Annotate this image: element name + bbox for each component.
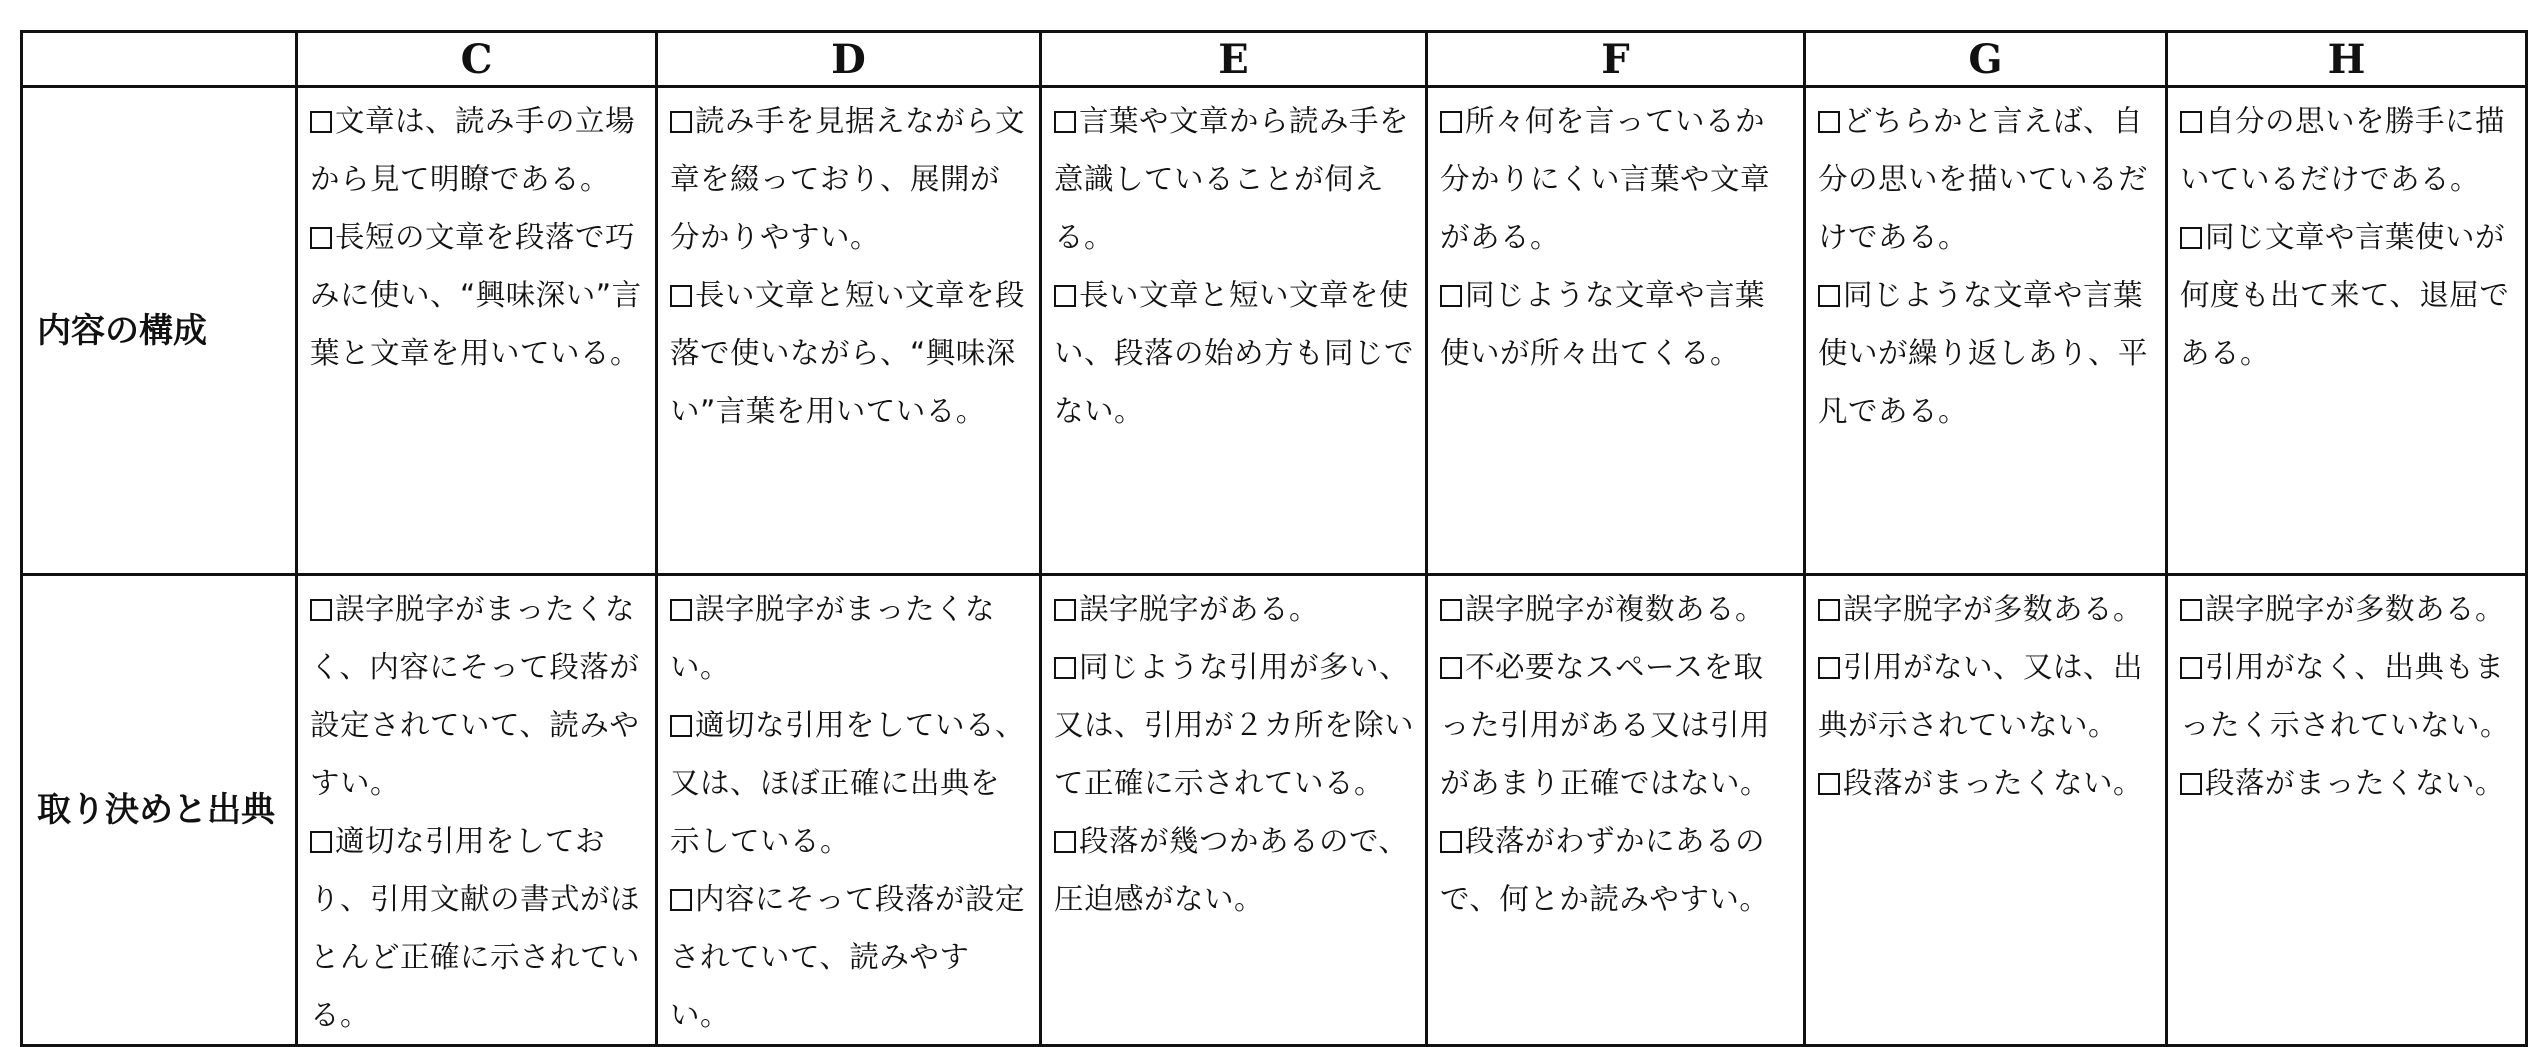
criterion-text: 誤字脱字が多数ある。 bbox=[1843, 592, 2144, 626]
criterion-text: 長短の文章を段落で巧みに使い、“興味深い”言葉と文章を用いている。 bbox=[310, 220, 642, 370]
criteria-cell-g bbox=[1805, 575, 2167, 1046]
checkbox-icon bbox=[1054, 657, 1076, 679]
criterion-item bbox=[1818, 638, 2155, 754]
checkbox-icon bbox=[310, 227, 332, 249]
criteria-cell-e bbox=[1041, 87, 1427, 575]
header-row bbox=[22, 32, 2527, 87]
criterion-text: 同じような文章や言葉使いが繰り返しあり、平凡である。 bbox=[1818, 278, 2149, 428]
criterion-item bbox=[670, 696, 1029, 870]
criterion-item bbox=[1818, 754, 2155, 812]
checkbox-icon bbox=[1054, 599, 1076, 621]
criterion-item bbox=[310, 92, 645, 208]
criterion-text: 引用がなく、出典もまったく示されていない。 bbox=[2180, 650, 2511, 742]
criterion-item bbox=[1440, 638, 1793, 812]
criteria-cell-g bbox=[1805, 87, 2167, 575]
criterion-item bbox=[310, 208, 645, 382]
criterion-text: 同じような文章や言葉使いが所々出てくる。 bbox=[1440, 278, 1766, 370]
column-header-h: H bbox=[2167, 32, 2527, 87]
checkbox-icon bbox=[1054, 831, 1076, 853]
criterion-text: 文章は、読み手の立場から見て明瞭である。 bbox=[310, 104, 636, 196]
criterion-text: 適切な引用をしており、引用文献の書式がほとんど正確に示されている。 bbox=[310, 824, 641, 1032]
criterion-item bbox=[2180, 92, 2515, 208]
checkbox-icon bbox=[670, 599, 692, 621]
criterion-item bbox=[1818, 92, 2155, 266]
column-header-g: G bbox=[1805, 32, 2167, 87]
criterion-text: 言葉や文章から読み手を意識していることが伺える。 bbox=[1054, 104, 1410, 254]
criterion-text: 引用がない、又は、出典が示されていない。 bbox=[1818, 650, 2144, 742]
criterion-item bbox=[670, 266, 1029, 440]
checkbox-icon bbox=[1440, 657, 1462, 679]
criterion-item bbox=[1054, 812, 1415, 928]
criterion-item bbox=[1440, 92, 1793, 266]
criterion-item bbox=[670, 92, 1029, 266]
criterion-text: 段落が幾つかあるので、圧迫感がない。 bbox=[1054, 824, 1409, 916]
column-header-f: F bbox=[1427, 32, 1805, 87]
criteria-cell-c bbox=[297, 575, 657, 1046]
criteria-cell-f bbox=[1427, 575, 1805, 1046]
criterion-text: 不必要なスペースを取った引用がある又は引用があまり正確ではない。 bbox=[1440, 650, 1771, 800]
rubric-row bbox=[22, 87, 2527, 575]
checkbox-icon bbox=[1818, 111, 1840, 133]
criterion-item bbox=[310, 812, 645, 1044]
criterion-text: 内容にそって段落が設定されていて、読みやすい。 bbox=[670, 882, 1026, 1032]
criterion-text: 誤字脱字が多数ある。 bbox=[2205, 592, 2506, 626]
criterion-text: 誤字脱字がある。 bbox=[1079, 592, 1320, 626]
criterion-text: 誤字脱字がまったくなく、内容にそって段落が設定されていて、読みやすい。 bbox=[310, 592, 640, 800]
checkbox-icon bbox=[670, 715, 692, 737]
criterion-item bbox=[1818, 266, 2155, 440]
criteria-cell-f bbox=[1427, 87, 1805, 575]
criteria-cell-h bbox=[2167, 575, 2527, 1046]
checkbox-icon bbox=[2180, 773, 2202, 795]
checkbox-icon bbox=[2180, 111, 2202, 133]
criterion-text: 誤字脱字がまったくない。 bbox=[670, 592, 996, 684]
criterion-text: 段落がまったくない。 bbox=[1843, 766, 2144, 800]
criterion-text: 段落がわずかにあるので、何とか読みやすい。 bbox=[1440, 824, 1770, 916]
criteria-cell-h bbox=[2167, 87, 2527, 575]
checkbox-icon bbox=[1440, 285, 1462, 307]
checkbox-icon bbox=[2180, 657, 2202, 679]
rubric-row bbox=[22, 575, 2527, 1046]
rubric-table bbox=[20, 30, 2528, 1047]
checkbox-icon bbox=[1440, 831, 1462, 853]
criterion-item bbox=[1054, 580, 1415, 638]
criterion-text: 読み手を見据えながら文章を綴っており、展開が分かりやすい。 bbox=[670, 104, 1026, 254]
criteria-cell-d bbox=[657, 87, 1041, 575]
criterion-item bbox=[1440, 580, 1793, 638]
column-header-d: D bbox=[657, 32, 1041, 87]
checkbox-icon bbox=[1440, 599, 1462, 621]
column-header-c: C bbox=[297, 32, 657, 87]
row-label: 内容の構成 bbox=[22, 87, 297, 575]
criterion-text: 同じ文章や言葉使いが何度も出て来て、退屈である。 bbox=[2180, 220, 2510, 370]
criterion-item bbox=[2180, 638, 2515, 754]
criterion-text: 長い文章と短い文章を使い、段落の始め方も同じでない。 bbox=[1054, 278, 1415, 428]
criterion-text: 誤字脱字が複数ある。 bbox=[1465, 592, 1766, 626]
checkbox-icon bbox=[1818, 773, 1840, 795]
checkbox-icon bbox=[310, 111, 332, 133]
criteria-cell-d bbox=[657, 575, 1041, 1046]
checkbox-icon bbox=[1054, 111, 1076, 133]
criteria-cell-e bbox=[1041, 575, 1427, 1046]
checkbox-icon bbox=[1054, 285, 1076, 307]
row-label: 取り決めと出典 bbox=[22, 575, 297, 1046]
criterion-item bbox=[310, 580, 645, 812]
checkbox-icon bbox=[1818, 285, 1840, 307]
checkbox-icon bbox=[2180, 227, 2202, 249]
checkbox-icon bbox=[1818, 599, 1840, 621]
criterion-text: 段落がまったくない。 bbox=[2205, 766, 2506, 800]
criterion-item bbox=[1054, 266, 1415, 440]
criterion-item bbox=[1440, 266, 1793, 382]
criterion-text: 所々何を言っているか分かりにくい言葉や文章がある。 bbox=[1440, 104, 1771, 254]
checkbox-icon bbox=[1440, 111, 1462, 133]
checkbox-icon bbox=[2180, 599, 2202, 621]
checkbox-icon bbox=[1818, 657, 1840, 679]
criterion-item bbox=[1054, 638, 1415, 812]
criterion-item bbox=[2180, 580, 2515, 638]
criterion-text: 長い文章と短い文章を段落で使いながら、“興味深い”言葉を用いている。 bbox=[670, 278, 1026, 428]
criterion-item bbox=[1818, 580, 2155, 638]
criterion-item bbox=[670, 580, 1029, 696]
checkbox-icon bbox=[670, 889, 692, 911]
checkbox-icon bbox=[670, 285, 692, 307]
checkbox-icon bbox=[310, 831, 332, 853]
checkbox-icon bbox=[310, 599, 332, 621]
corner-cell bbox=[22, 32, 297, 87]
criterion-item bbox=[1440, 812, 1793, 928]
column-header-e: E bbox=[1041, 32, 1427, 87]
criterion-text: 同じような引用が多い、又は、引用が２カ所を除いて正確に示されている。 bbox=[1054, 650, 1415, 800]
checkbox-icon bbox=[670, 111, 692, 133]
criterion-text: 自分の思いを勝手に描いているだけである。 bbox=[2180, 104, 2506, 196]
criteria-cell-c bbox=[297, 87, 657, 575]
criterion-text: どちらかと言えば、自分の思いを描いているだけである。 bbox=[1818, 104, 2149, 254]
criterion-item bbox=[2180, 754, 2515, 812]
criterion-item bbox=[2180, 208, 2515, 382]
criterion-item bbox=[1054, 92, 1415, 266]
criterion-text: 適切な引用をしている、又は、ほぼ正確に出典を示している。 bbox=[670, 708, 1026, 858]
